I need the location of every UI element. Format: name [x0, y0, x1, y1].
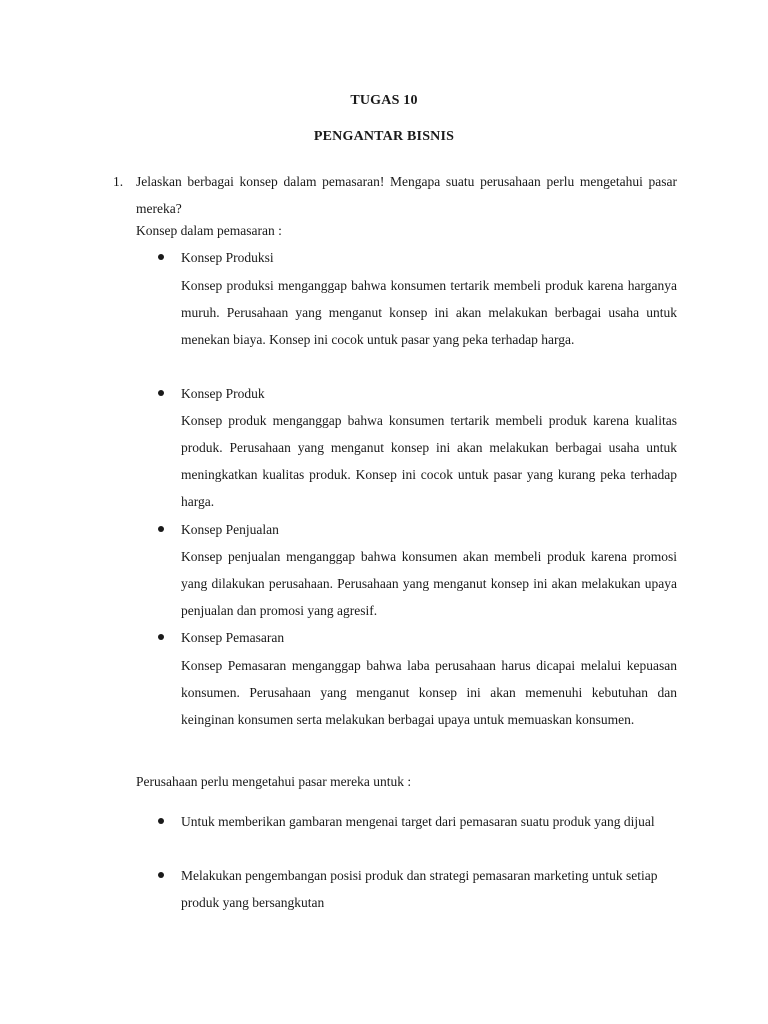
- question-text: Jelaskan berbagai konsep dalam pemasaran! Mengapa suatu perusahaan perlu mengetahui pasar mereka?: [136, 174, 677, 216]
- bullet-icon: [158, 526, 164, 532]
- concept-heading: Konsep Pemasaran: [181, 630, 285, 645]
- concept-body: Konsep penjualan menganggap bahwa konsumen akan membeli produk karena promosi yang dilakukan perusahaan. Perusahaan yang menganut konsep ini akan melakukan upaya penjualan dan promosi yang agresif.: [181, 549, 677, 618]
- bullet-icon: [158, 634, 164, 640]
- document-title: TUGAS 10: [350, 93, 418, 108]
- question-number: 1.: [113, 174, 124, 189]
- document-subtitle: PENGANTAR BISNIS: [313, 129, 455, 144]
- bullet-icon: [158, 254, 164, 260]
- bullet-icon: [158, 390, 164, 396]
- concept-heading: Konsep Penjualan: [181, 522, 279, 537]
- concept-body: Konsep produksi menganggap bahwa konsumen tertarik membeli produk karena harganya muruh. Perusahaan yang menganut konsep ini akan melakukan berbagai usaha untuk menekan biaya. Konsep ini cocok untuk pasar yang peka terhadap harga.: [181, 278, 677, 347]
- bullet-icon: [158, 818, 164, 824]
- concepts-intro: Konsep dalam pemasaran :: [136, 223, 282, 238]
- concept-heading: Konsep Produksi: [181, 250, 274, 265]
- reasons-intro: Perusahaan perlu mengetahui pasar mereka untuk :: [136, 774, 412, 789]
- reason-item: Melakukan pengembangan posisi produk dan strategi pemasaran marketing untuk setiap produk yang bersangkutan: [181, 868, 658, 910]
- concept-body: Konsep Pemasaran menganggap bahwa laba perusahaan harus dicapai melalui kepuasan konsumen. Perusahaan yang menganut konsep ini akan memenuhi kebutuhan dan keinginan konsumen serta melakukan berbagai upaya untuk memuaskan konsumen.: [181, 658, 677, 727]
- concept-heading: Konsep Produk: [181, 386, 265, 401]
- bullet-icon: [158, 872, 164, 878]
- reason-item: Untuk memberikan gambaran mengenai target dari pemasaran suatu produk yang dijual: [181, 814, 655, 829]
- concept-body: Konsep produk menganggap bahwa konsumen tertarik membeli produk karena kualitas produk. Perusahaan yang menganut konsep ini akan melakukan berbagai usaha untuk meningkatkan kualitas produk. Konsep ini cocok untuk pasar yang kurang peka terhadap harga.: [181, 413, 677, 509]
